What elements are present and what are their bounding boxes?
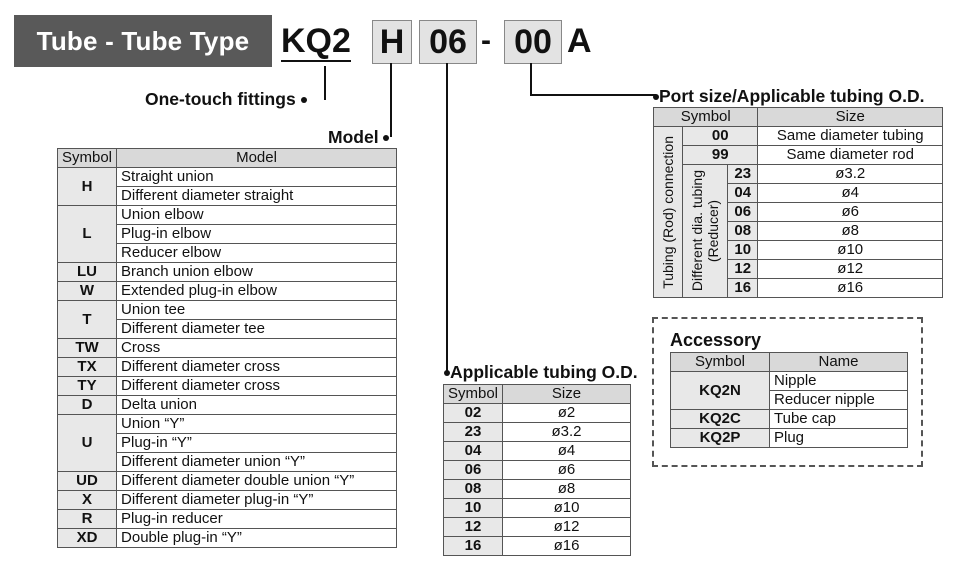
port-outer-label [654,127,683,298]
model-name: Different diameter cross [117,358,397,377]
label-one-touch: One-touch fittings [145,89,307,110]
model-symbol: L [58,206,117,263]
port-symbol: 00 [683,127,758,146]
table-row [444,423,631,442]
model-name: Delta union [117,396,397,415]
port-size: ø16 [758,279,943,298]
connector-line [530,94,656,96]
tubing-symbol: 08 [444,480,503,499]
table-row [58,491,397,510]
label-port-size: Port size/Applicable tubing O.D. [653,86,924,107]
header-symbol: Symbol [58,149,117,168]
model-symbol: XD [58,529,117,548]
table-row [58,396,397,415]
header-size: Size [758,108,943,127]
header-size: Size [503,385,631,404]
port-inner-label-line: (Reducer) [705,199,721,263]
port-size: Same diameter tubing [758,127,943,146]
table-row [444,537,631,556]
table-row [58,168,397,187]
model-name: Plug-in reducer [117,510,397,529]
table-row [671,410,908,429]
table-row [444,518,631,537]
connector-line [324,66,326,100]
model-symbol: TW [58,339,117,358]
port-inner-label [683,165,728,298]
tubing-symbol: 04 [444,442,503,461]
connector-line [446,63,448,371]
table-row [444,480,631,499]
code-model-box: H [372,20,412,64]
table-row [444,461,631,480]
model-name: Different diameter double union “Y” [117,472,397,491]
header-name: Name [770,353,908,372]
table-row [444,499,631,518]
tubing-size: ø10 [503,499,631,518]
accessory-title: Accessory [670,330,762,350]
label-model: Model [328,127,389,148]
tubing-size: ø6 [503,461,631,480]
model-name: Different diameter cross [117,377,397,396]
port-size: ø6 [758,203,943,222]
port-size: ø8 [758,222,943,241]
model-name: Reducer elbow [117,244,397,263]
model-name: Different diameter straight [117,187,397,206]
accessory-symbol: KQ2N [671,372,770,410]
table-row [58,301,397,320]
accessory-name: Reducer nipple [770,391,908,410]
table-row [58,472,397,491]
model-name: Plug-in “Y” [117,434,397,453]
port-size: ø12 [758,260,943,279]
accessory-name: Plug [770,429,908,448]
table-row [671,429,908,448]
accessory-name: Nipple [770,372,908,391]
tubing-symbol: 10 [444,499,503,518]
port-outer-label-text: Tubing (Rod) connection [660,135,676,289]
model-symbol: U [58,415,117,472]
table-row [58,206,397,225]
table-row [444,442,631,461]
model-name: Double plug-in “Y” [117,529,397,548]
model-name: Different diameter plug-in “Y” [117,491,397,510]
accessory-name: Tube cap [770,410,908,429]
model-name: Union tee [117,301,397,320]
model-name: Plug-in elbow [117,225,397,244]
port-size: ø10 [758,241,943,260]
tubing-symbol: 02 [444,404,503,423]
tubing-symbol: 16 [444,537,503,556]
table-row [58,510,397,529]
model-symbol: H [58,168,117,206]
table-row [58,529,397,548]
port-inner-label-text [689,170,721,291]
port-size: ø3.2 [758,165,943,184]
port-symbol: 08 [728,222,758,241]
model-table [57,148,397,548]
model-symbol: TX [58,358,117,377]
table-row [58,377,397,396]
tubing-symbol: 23 [444,423,503,442]
model-symbol: T [58,301,117,339]
connector-line [530,63,532,95]
code-port-box: 00 [504,20,562,64]
code-suffix: A [567,22,592,60]
table-row [58,415,397,434]
tubing-size: ø16 [503,537,631,556]
model-symbol: D [58,396,117,415]
model-symbol: X [58,491,117,510]
model-symbol: UD [58,472,117,491]
table-row [654,127,943,146]
table-row [58,339,397,358]
table-row [654,165,943,184]
port-size: ø4 [758,184,943,203]
port-table [653,107,943,298]
accessory-table [670,352,908,448]
page-title: Tube - Tube Type [14,15,272,67]
tubing-size: ø4 [503,442,631,461]
table-row [671,372,908,391]
header-symbol: Symbol [654,108,758,127]
table-row [58,263,397,282]
model-symbol: W [58,282,117,301]
code-dash: - [481,24,491,57]
model-name: Union elbow [117,206,397,225]
port-size: Same diameter rod [758,146,943,165]
accessory-symbol: KQ2C [671,410,770,429]
tubing-size: ø3.2 [503,423,631,442]
header-model: Model [117,149,397,168]
port-symbol: 12 [728,260,758,279]
tubing-symbol: 06 [444,461,503,480]
port-symbol: 23 [728,165,758,184]
model-name: Branch union elbow [117,263,397,282]
table-row [58,282,397,301]
table-row [58,358,397,377]
accessory-symbol: KQ2P [671,429,770,448]
tubing-size: ø12 [503,518,631,537]
model-name: Extended plug-in elbow [117,282,397,301]
label-applicable-tubing: Applicable tubing O.D. [444,362,638,383]
port-symbol: 04 [728,184,758,203]
port-inner-label-line: Different dia. tubing [689,170,705,292]
table-row [654,146,943,165]
model-symbol: R [58,510,117,529]
code-tube-box: 06 [419,20,477,64]
model-name: Cross [117,339,397,358]
port-symbol: 99 [683,146,758,165]
model-name: Different diameter tee [117,320,397,339]
tubing-size: ø8 [503,480,631,499]
tubing-symbol: 12 [444,518,503,537]
model-name: Straight union [117,168,397,187]
model-name: Different diameter union “Y” [117,453,397,472]
model-symbol: LU [58,263,117,282]
code-series: KQ2 [281,22,351,60]
port-symbol: 16 [728,279,758,298]
table-row [444,404,631,423]
header-symbol: Symbol [671,353,770,372]
model-symbol: TY [58,377,117,396]
connector-line [390,63,392,137]
port-symbol: 10 [728,241,758,260]
tubing-size: ø2 [503,404,631,423]
port-symbol: 06 [728,203,758,222]
model-name: Union “Y” [117,415,397,434]
tubing-table [443,384,631,556]
header-symbol: Symbol [444,385,503,404]
